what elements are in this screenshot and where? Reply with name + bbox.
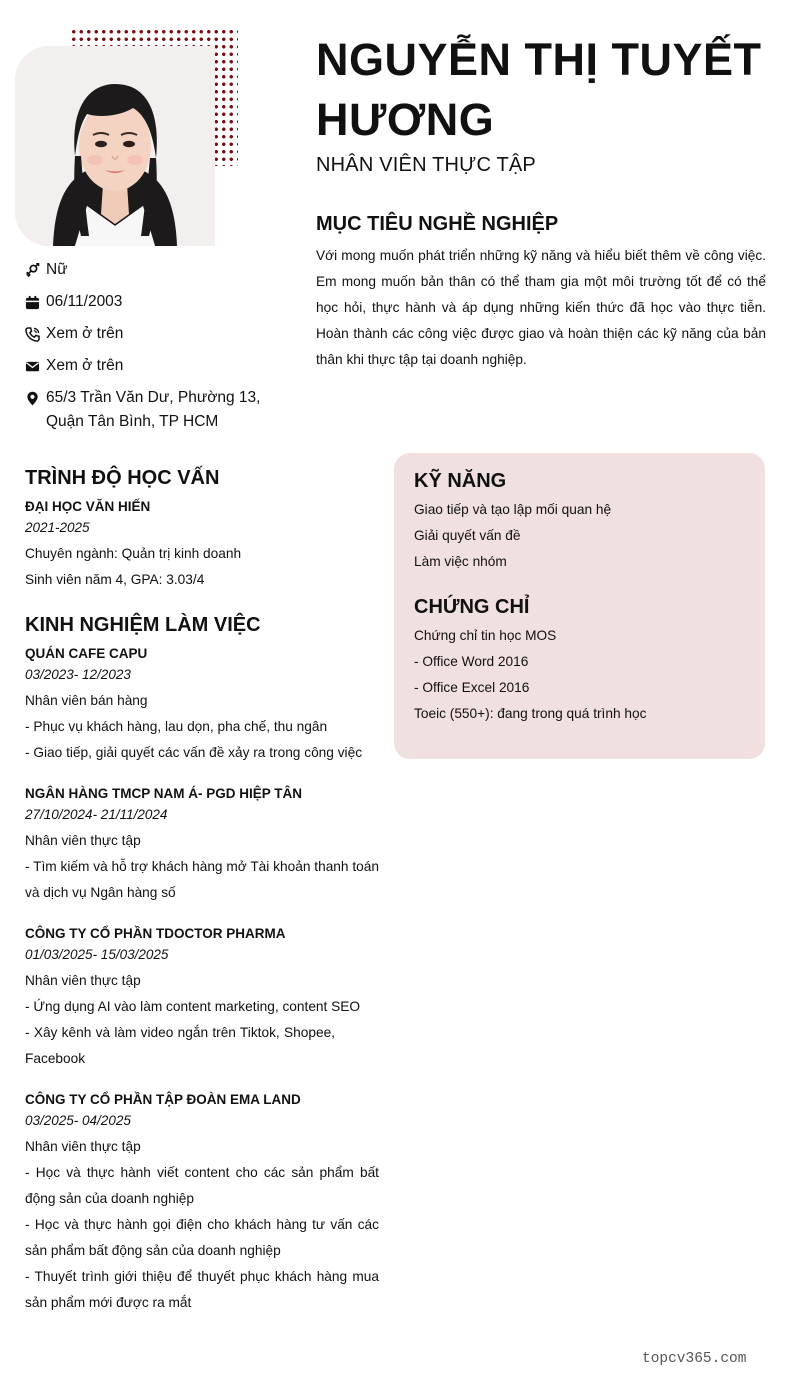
candidate-name: NGUYỄN THỊ TUYẾT HƯƠNG xyxy=(316,34,762,145)
experience-company: QUÁN CAFE CAPU xyxy=(25,646,148,661)
gender-text: Nữ xyxy=(46,261,68,278)
certificate-item: Toeic (550+): đang trong quá trình học xyxy=(414,706,647,721)
email-text: Xem ở trên xyxy=(46,357,124,374)
experience-item xyxy=(25,784,379,906)
experience-line: - Học và thực hành gọi điện cho khách hàng tư vấn các sản phẩm bất động sản của doanh nghiệp xyxy=(25,1217,379,1258)
experience-company: CÔNG TY CỔ PHẦN TDOCTOR PHARMA xyxy=(25,926,286,941)
experience-line: - Tìm kiếm và hỗ trợ khách hàng mở Tài khoản thanh toán và dịch vụ Ngân hàng số xyxy=(25,859,379,900)
left-column xyxy=(25,464,379,1316)
skill-item: Làm việc nhóm xyxy=(414,554,507,569)
contact-phone xyxy=(25,322,295,346)
email-icon xyxy=(25,354,46,378)
experience-item xyxy=(25,1090,379,1316)
location-icon xyxy=(25,386,46,410)
address-line-1: 65/3 Trần Văn Dư, Phường 13, xyxy=(46,389,261,406)
experience-period: 27/10/2024- 21/11/2024 xyxy=(25,807,168,822)
contact-gender xyxy=(25,258,295,282)
contact-info xyxy=(25,258,295,442)
experience-line: - Phục vụ khách hàng, lau dọn, pha chế, thu ngân xyxy=(25,719,328,734)
experience-company: NGÂN HÀNG TMCP NAM Á- PGD HIỆP TÂN xyxy=(25,786,303,801)
skill-item: Giải quyết vấn đề xyxy=(414,528,521,543)
experience-item xyxy=(25,924,379,1072)
objective-text: Với mong muốn phát triển những kỹ năng và hiểu biết thêm về công việc. Em mong muốn bản thân có thể tham gia một môi trường tốt để có thể học hỏi, thực hành và áp dụng những kiến thức đã học vào thực tiễn. Hoàn thành các công việc được giao và hoàn thiện các kỹ năng của bản thân khi thực tập tại doanh nghiệp. xyxy=(316,248,766,367)
address-line-2: Quận Tân Bình, TP HCM xyxy=(46,413,219,430)
education-period: 2021-2025 xyxy=(25,520,90,535)
experience-line: - Xây kênh và làm video ngắn trên Tiktok, Shopee, Facebook xyxy=(25,1025,335,1066)
education-school: ĐẠI HỌC VĂN HIẾN xyxy=(25,499,151,514)
phone-icon xyxy=(25,322,46,346)
skills-certificates-panel xyxy=(394,453,765,759)
education-line: Chuyên ngành: Quản trị kinh doanh xyxy=(25,546,242,561)
calendar-icon xyxy=(25,290,46,314)
candidate-role: NHÂN VIÊN THỰC TẬP xyxy=(316,154,536,176)
experience-line: - Ứng dụng AI vào làm content marketing, content SEO xyxy=(25,999,361,1014)
experience-heading: KINH NGHIỆM LÀM VIỆC xyxy=(25,614,261,636)
experience-line: - Học và thực hành viết content cho các sản phẩm bất động sản của doanh nghiệp xyxy=(25,1165,379,1206)
objective-heading: MỤC TIÊU NGHỀ NGHIỆP xyxy=(316,213,559,235)
experience-line: Nhân viên thực tập xyxy=(25,833,141,848)
contact-email xyxy=(25,354,295,378)
contact-address xyxy=(25,386,295,434)
certificates-heading: CHỨNG CHỈ xyxy=(414,596,530,618)
address-text xyxy=(46,386,260,434)
certificate-item: - Office Word 2016 xyxy=(414,654,529,669)
certificate-item: Chứng chỉ tin học MOS xyxy=(414,628,557,643)
experience-item xyxy=(25,644,379,766)
skills-heading: KỸ NĂNG xyxy=(414,470,507,492)
experience-company: CÔNG TY CỔ PHẦN TẬP ĐOÀN EMA LAND xyxy=(25,1092,301,1107)
experience-line: Nhân viên thực tập xyxy=(25,973,141,988)
birthday-text: 06/11/2003 xyxy=(46,293,123,310)
experience-period: 01/03/2025- 15/03/2025 xyxy=(25,947,169,962)
experience-period: 03/2025- 04/2025 xyxy=(25,1113,131,1128)
certificate-item: - Office Excel 2016 xyxy=(414,680,530,695)
phone-text: Xem ở trên xyxy=(46,325,124,342)
education-line: Sinh viên năm 4, GPA: 3.03/4 xyxy=(25,572,205,587)
watermark: topcv365.com xyxy=(642,1351,747,1367)
skill-item: Giao tiếp và tạo lập mối quan hệ xyxy=(414,502,612,517)
experience-line: - Giao tiếp, giải quyết các vấn đề xảy ra trong công việc xyxy=(25,745,363,760)
profile-photo-illustration xyxy=(15,46,215,246)
experience-period: 03/2023- 12/2023 xyxy=(25,667,131,682)
experience-line: Nhân viên bán hàng xyxy=(25,693,148,708)
gender-icon xyxy=(25,258,46,282)
contact-birthday xyxy=(25,290,295,314)
experience-line: Nhân viên thực tập xyxy=(25,1139,141,1154)
experience-line: - Thuyết trình giới thiệu để thuyết phục khách hàng mua sản phẩm mới được ra mắt xyxy=(25,1269,379,1310)
education-heading: TRÌNH ĐỘ HỌC VẤN xyxy=(25,467,220,489)
profile-photo xyxy=(15,46,215,246)
